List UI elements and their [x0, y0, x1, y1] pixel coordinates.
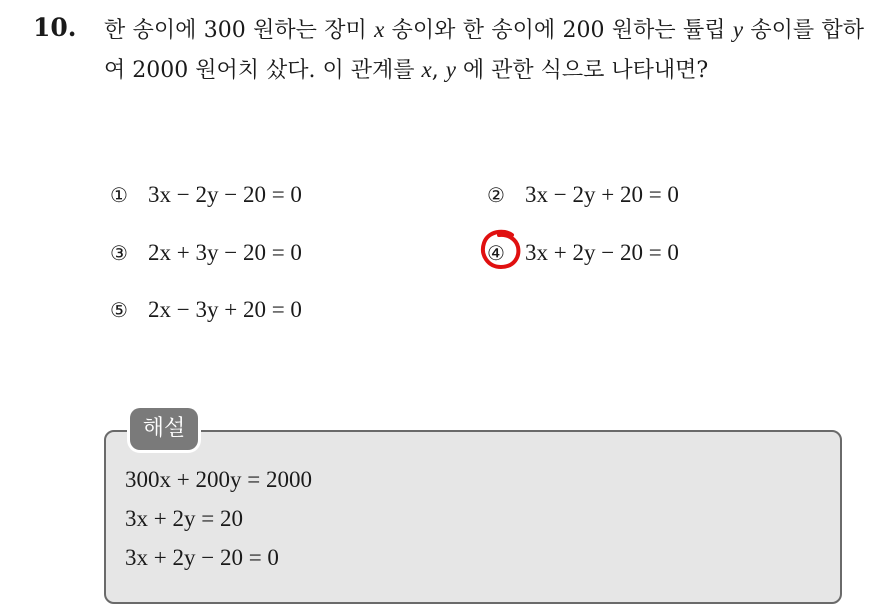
solution-line: 3x + 2y − 20 = 0	[125, 545, 279, 570]
choice-3[interactable]	[110, 238, 302, 268]
choice-expression: 3x + 2y − 20 = 0	[525, 240, 679, 265]
choice-4[interactable]	[487, 238, 679, 268]
choice-number: ①	[110, 183, 128, 207]
choice-2[interactable]	[487, 180, 679, 210]
choice-5[interactable]	[110, 295, 302, 325]
choice-expression: 3x − 2y + 20 = 0	[525, 182, 679, 207]
variable-x: x	[421, 57, 432, 82]
solution-steps	[125, 460, 312, 577]
solution-label: 해설	[130, 408, 198, 450]
problem-text-part: ,	[431, 58, 446, 83]
choice-number: ④	[487, 241, 505, 265]
problem-number: 10.	[33, 13, 77, 42]
solution-line: 3x + 2y = 20	[125, 506, 243, 531]
choice-number: ⑤	[110, 298, 128, 322]
choice-1[interactable]	[110, 180, 302, 210]
problem-text-part: 송이와 한 송이에 200 원하는 튤립	[384, 18, 733, 43]
variable-x: x	[374, 17, 385, 42]
variable-y: y	[445, 57, 456, 82]
choice-expression: 3x − 2y − 20 = 0	[148, 182, 302, 207]
choice-number: ②	[487, 183, 505, 207]
choice-expression: 2x − 3y + 20 = 0	[148, 297, 302, 322]
choice-number: ③	[110, 241, 128, 265]
problem-text-part: 송이를 합하여 2000 원어치 샀다. 이 관계를	[104, 18, 865, 83]
solution-line: 300x + 200y = 2000	[125, 467, 312, 492]
problem-text-part: 에 관한 식으로 나타내면?	[455, 58, 709, 83]
variable-y: y	[732, 17, 744, 42]
choice-expression: 2x + 3y − 20 = 0	[148, 240, 302, 265]
problem-text-part: 한 송이에 300 원하는 장미	[104, 18, 375, 43]
